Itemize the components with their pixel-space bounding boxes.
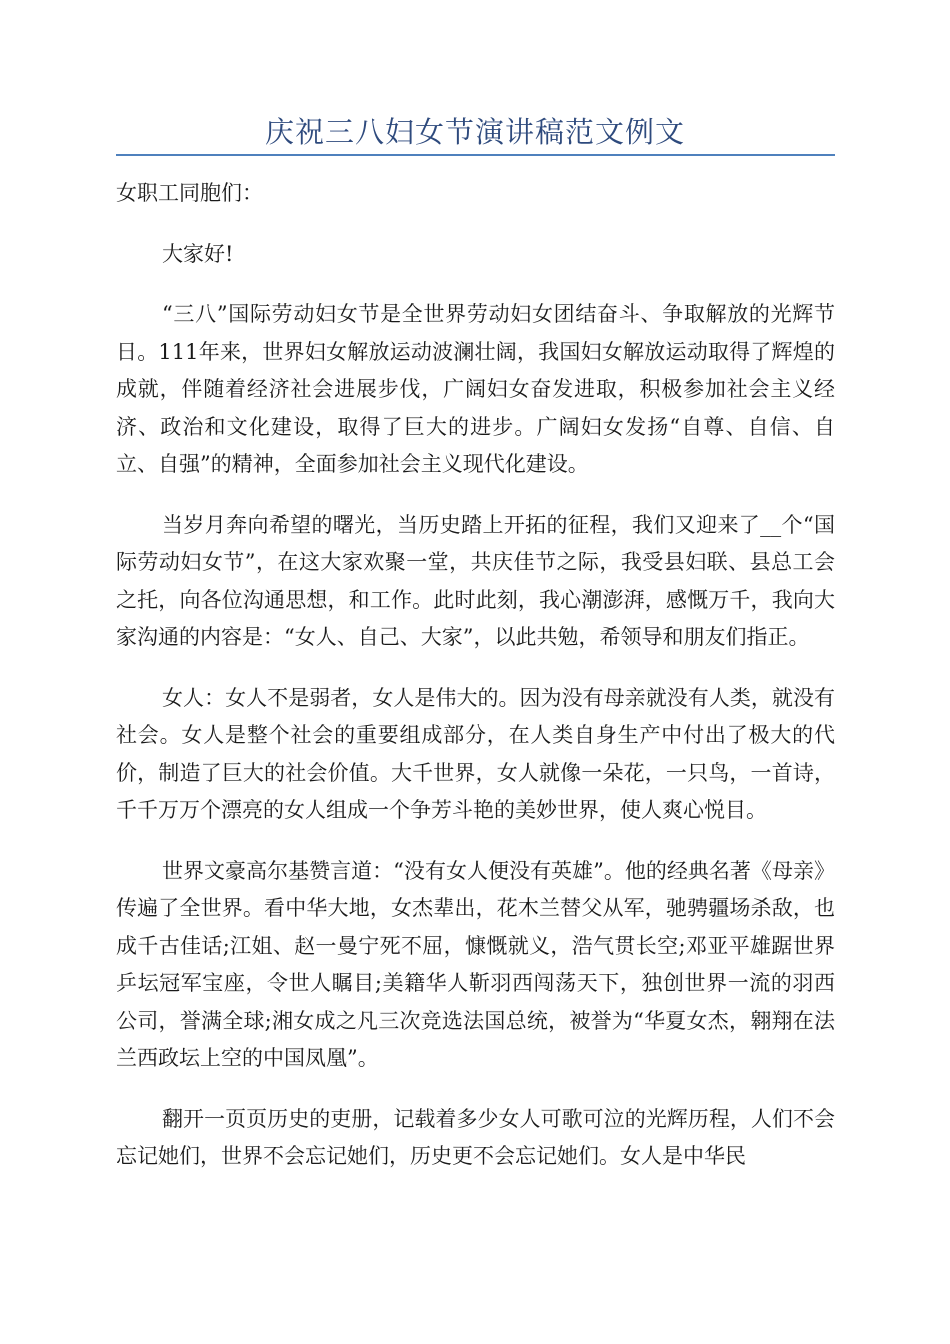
body-paragraph: “三八”国际劳动妇女节是全世界劳动妇女团结奋斗、争取解放的光辉节日。111年来，世界妇女解放运动波澜壮阔，我国妇女解放运动取得了辉煌的成就，伴随着经济社会进展步伐，广阔妇女奋发进取，积极参加社会主义经济、政治和文化建设，取得了巨大的进步。广阔妇女发扬“自尊、自信、自立、自强”的精神，全面参加社会主义现代化建设。 — [116, 302, 835, 476]
body-paragraph: 当岁月奔向希望的曙光，当历史踏上开拓的征程，我们又迎来了__个“国际劳动妇女节”，在这大家欢聚一堂，共庆佳节之际，我受县妇联、县总工会之托，向各位沟通思想，和工作。此时此刻，我心潮澎湃，感慨万千，我向大家沟通的内容是：“女人、自己、大家”，以此共勉，希领导和朋友们指正。 — [116, 512, 835, 649]
greeting-paragraph: 大家好! — [162, 241, 234, 266]
body-paragraph: 女人：女人不是弱者，女人是伟大的。因为没有母亲就没有人类，就没有社会。女人是整个社会的重要组成部分，在人类自身生产中付出了极大的代价，制造了巨大的社会价值。大千世界，女人就像一朵花，一只鸟，一首诗，千千万万个漂亮的女人组成一个争芳斗艳的美妙世界，使人爽心悦目。 — [116, 685, 835, 822]
title-underline-divider — [116, 154, 835, 156]
body-paragraph: 翻开一页页历史的吏册，记载着多少女人可歌可泣的光辉历程，人们不会忘记她们，世界不会忘记她们，历史更不会忘记她们。女人是中华民 — [116, 1106, 835, 1168]
document-body — [116, 175, 835, 1199]
document-title: 庆祝三八妇女节演讲稿范文例文 — [264, 115, 685, 149]
salutation-paragraph: 女职工同胞们： — [116, 181, 263, 205]
body-paragraph: 世界文豪高尔基赞言道：“没有女人便没有英雄”。他的经典名著《母亲》传遍了全世界。看中华大地，女杰辈出，花木兰替父从军，驰骋疆场杀敌，也成千古佳话;江姐、赵一曼宁死不屈，慷慨就义，浩气贯长空;邓亚平雄踞世界乒坛冠军宝座，令世人瞩目;美籍华人靳羽西闯荡天下，独创世界一流的羽西公司，誉满全球;湘女成之凡三次竞选法国总统，被誉为“华夏女杰，翱翔在法兰西政坛上空的中国凤凰”。 — [116, 858, 835, 1070]
